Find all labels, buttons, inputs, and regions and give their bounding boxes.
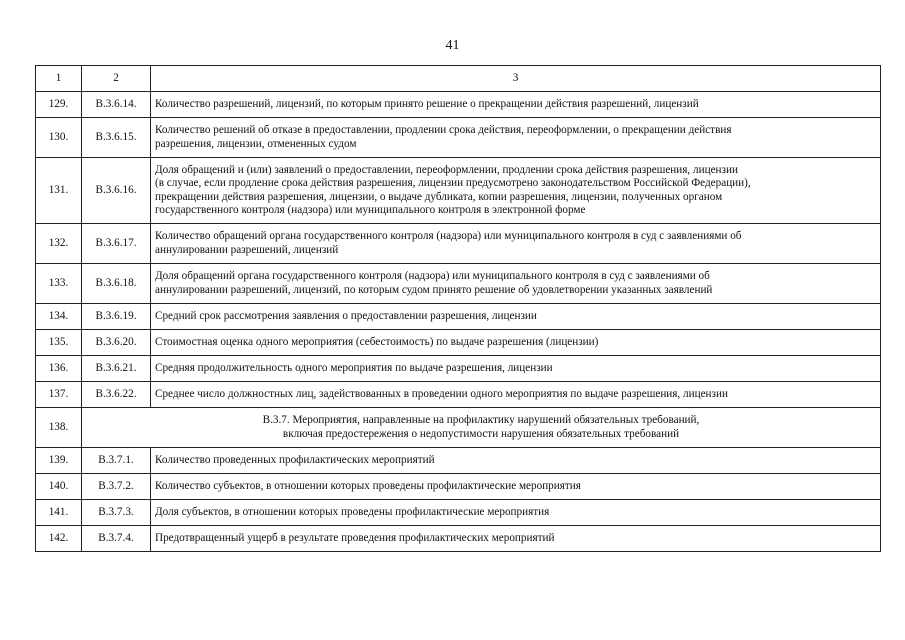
row-text-line: аннулировании разрешений, лицензий, по которым судом принято решение об удовлетворении указанных заявлений (155, 283, 713, 296)
row-text (151, 474, 881, 500)
row-code: В.3.6.18. (82, 264, 151, 304)
row-text-line: государственного контроля (надзора) или муниципального контроля в электронной форме (155, 203, 586, 216)
table-row (36, 264, 881, 304)
row-text-line: Средняя продолжительность одного мероприятия по выдаче разрешения, лицензии (155, 361, 553, 374)
row-text (151, 118, 881, 158)
row-code: В.3.6.15. (82, 118, 151, 158)
row-text-line: аннулировании разрешений, лицензий (155, 243, 339, 256)
row-text-line: прекращении действия разрешения, лицензии, о выдаче дубликата, копии разрешения, лицензии, полученных органом (155, 190, 723, 203)
page-number: 41 (445, 38, 460, 53)
row-number: 133. (36, 264, 82, 304)
table-row (36, 330, 881, 356)
row-text-line: Количество обращений органа государственного контроля (надзора) или муниципального контроля в суд с заявлениями об (155, 230, 742, 243)
row-number: 132. (36, 224, 82, 264)
table-row (36, 382, 881, 408)
row-number: 142. (36, 526, 82, 552)
row-text-line: разрешения, лицензии, отмененных судом (155, 137, 357, 150)
row-text-line: Количество решений об отказе в предоставлении, продлении срока действия, переоформлении, о прекращении действия (155, 124, 732, 137)
table-row (36, 526, 881, 552)
row-text-line: Доля субъектов, в отношении которых проведены профилактические мероприятия (155, 505, 550, 518)
row-code: В.3.7.2. (82, 474, 151, 500)
row-number: 134. (36, 304, 82, 330)
row-number: 136. (36, 356, 82, 382)
table-row (36, 448, 881, 474)
header-col-2: 2 (82, 66, 151, 92)
row-number: 131. (36, 158, 82, 224)
row-number: 139. (36, 448, 82, 474)
row-code: В.3.7.1. (82, 448, 151, 474)
row-text-line: Доля обращений органа государственного контроля (надзора) или муниципального контроля в суд с заявлениями об (155, 270, 710, 283)
row-number: 135. (36, 330, 82, 356)
row-code: В.3.6.22. (82, 382, 151, 408)
row-text-line: Среднее число должностных лиц, задействованных в проведении одного мероприятия по выдаче разрешения, лицензии (155, 387, 728, 400)
row-text-line: Доля обращений и (или) заявлений о предоставлении, переоформлении, продлении срока действия разрешения, лицензии (155, 164, 738, 177)
row-text (151, 330, 881, 356)
row-text-line: Количество проведенных профилактических мероприятий (155, 453, 435, 466)
table-row (36, 118, 881, 158)
table-row (36, 356, 881, 382)
header-col-3: 3 (151, 66, 881, 92)
row-text-line: Предотвращенный ущерб в результате проведения профилактических мероприятий (155, 531, 555, 544)
table-row (36, 474, 881, 500)
row-code: В.3.6.19. (82, 304, 151, 330)
row-text (151, 448, 881, 474)
row-text (151, 356, 881, 382)
row-code: В.3.6.21. (82, 356, 151, 382)
row-text (151, 158, 881, 224)
row-text (151, 304, 881, 330)
row-text (151, 526, 881, 552)
table-row (36, 224, 881, 264)
table-header-row (36, 66, 881, 92)
row-number: 130. (36, 118, 82, 158)
row-code: В.3.6.17. (82, 224, 151, 264)
row-code: В.3.6.16. (82, 158, 151, 224)
row-code: В.3.7.4. (82, 526, 151, 552)
indicators-table (35, 65, 881, 552)
row-code: В.3.6.14. (82, 92, 151, 118)
row-text-line: Количество субъектов, в отношении которых проведены профилактические мероприятия (155, 479, 581, 492)
row-number: 141. (36, 500, 82, 526)
row-text (151, 224, 881, 264)
row-text-line: (в случае, если продление срока действия разрешения, лицензии предусмотрено законодательством Российской Федерации), (155, 177, 751, 190)
table-row (36, 92, 881, 118)
table-row (36, 500, 881, 526)
section-row (36, 408, 881, 448)
row-number: 129. (36, 92, 82, 118)
row-code: В.3.6.20. (82, 330, 151, 356)
row-text-line: Количество разрешений, лицензий, по которым принято решение о прекращении действия разрешений, лицензий (155, 97, 699, 110)
section-title-line: В.3.7. Мероприятия, направленные на профилактику нарушений обязательных требований, (262, 414, 700, 427)
row-text-line: Стоимостная оценка одного мероприятия (себестоимость) по выдаче разрешения (лицензии) (155, 335, 599, 348)
row-number: 138. (36, 408, 82, 448)
table-row (36, 158, 881, 224)
header-col-1: 1 (36, 66, 82, 92)
section-title-line: включая предостережения о недопустимости нарушения обязательных требований (282, 427, 680, 440)
row-text (151, 500, 881, 526)
row-number: 137. (36, 382, 82, 408)
row-number: 140. (36, 474, 82, 500)
section-title (82, 408, 881, 448)
table-row (36, 304, 881, 330)
row-text-line: Средний срок рассмотрения заявления о предоставлении разрешения, лицензии (155, 309, 537, 322)
row-code: В.3.7.3. (82, 500, 151, 526)
row-text (151, 382, 881, 408)
row-text (151, 264, 881, 304)
row-text (151, 92, 881, 118)
